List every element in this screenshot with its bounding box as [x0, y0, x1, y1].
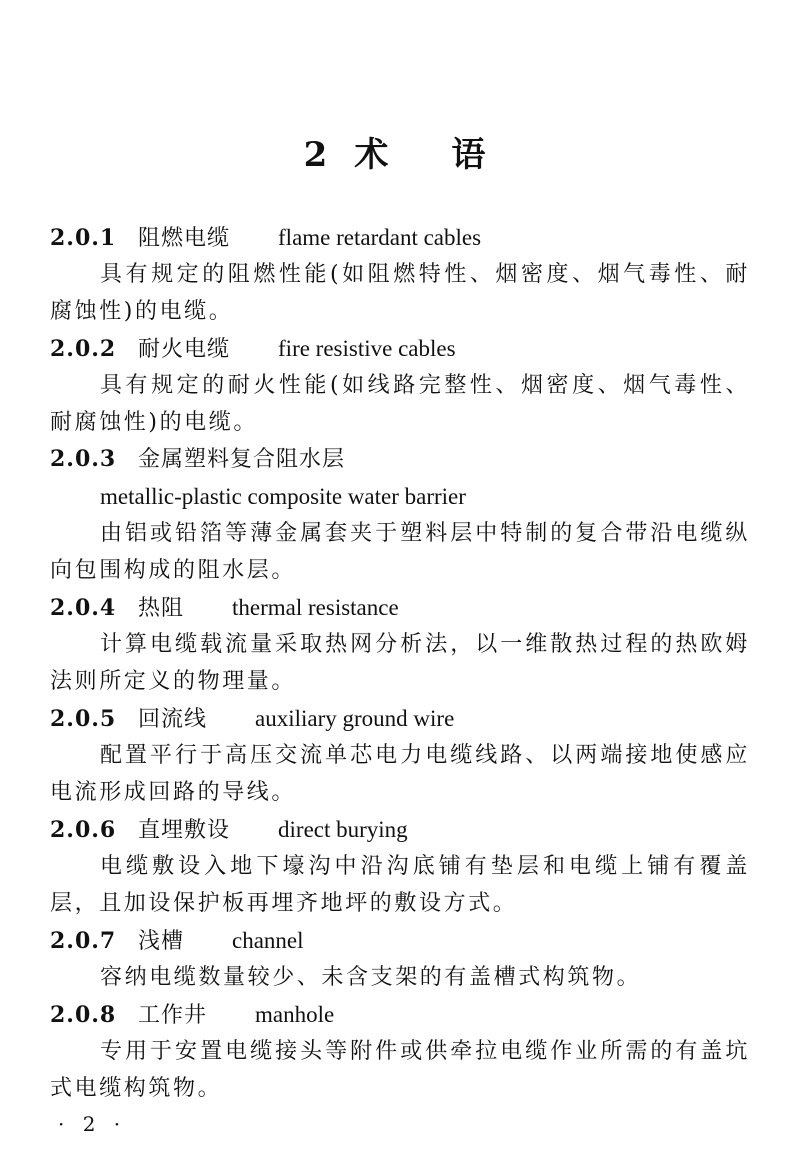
page-number: · 2 · — [58, 1112, 127, 1136]
term-number: 2.0.7 — [50, 928, 117, 954]
term-chinese-name: 金属塑料复合阻水层 — [138, 447, 346, 472]
term-english-name: channel — [232, 928, 304, 953]
term-number: 2.0.8 — [50, 1002, 117, 1028]
term-heading — [50, 811, 750, 848]
term-heading — [50, 922, 750, 959]
term-entry — [50, 589, 750, 700]
term-entry — [50, 922, 750, 996]
term-chinese-name: 阻燃电缆 — [138, 226, 231, 251]
term-english-name: fire resistive cables — [278, 336, 456, 361]
term-chinese-name: 耐火电缆 — [138, 337, 231, 362]
chapter-number: 2 — [303, 134, 329, 175]
term-english-name: thermal resistance — [232, 595, 399, 620]
term-english-name: flame retardant cables — [278, 225, 482, 250]
term-definition: 由铝或铅箔等薄金属套夹于塑料层中特制的复合带沿电缆纵向包围构成的阻水层。 — [50, 521, 750, 583]
term-heading — [50, 441, 750, 515]
term-number: 2.0.6 — [50, 817, 117, 843]
term-chinese-name: 直埋敷设 — [138, 818, 231, 843]
term-definition: 配置平行于高压交流单芯电力电缆线路、以两端接地使感应电流形成回路的导线。 — [50, 743, 750, 805]
term-number: 2.0.3 — [50, 446, 117, 472]
term-list — [50, 219, 750, 1107]
term-chinese-name: 热阻 — [138, 596, 185, 621]
term-number: 2.0.2 — [50, 336, 117, 362]
term-chinese-name: 工作井 — [138, 1003, 208, 1028]
term-heading — [50, 996, 750, 1033]
term-chinese-name: 回流线 — [138, 707, 208, 732]
term-entry — [50, 811, 750, 922]
term-heading — [50, 700, 750, 737]
term-chinese-name: 浅槽 — [138, 929, 185, 954]
term-definition: 具有规定的阻燃性能(如阻燃特性、烟密度、烟气毒性、耐腐蚀性)的电缆。 — [50, 262, 750, 324]
term-number: 2.0.5 — [50, 706, 117, 732]
term-english-name: auxiliary ground wire — [255, 706, 455, 731]
term-heading — [50, 219, 750, 256]
chapter-title-part2: 语 — [451, 134, 487, 175]
term-english-name: direct burying — [278, 817, 408, 842]
term-definition: 电缆敷设入地下壕沟中沿沟底铺有垫层和电缆上铺有覆盖层，且加设保护板再埋齐地坪的敷设方式。 — [50, 854, 750, 916]
term-number: 2.0.4 — [50, 595, 117, 621]
term-number: 2.0.1 — [50, 225, 117, 251]
term-definition: 容纳电缆数量较少、未含支架的有盖槽式构筑物。 — [100, 965, 642, 990]
term-heading — [50, 330, 750, 367]
term-entry — [50, 441, 750, 589]
term-definition: 计算电缆载流量采取热网分析法，以一维散热过程的热欧姆法则所定义的物理量。 — [50, 632, 750, 694]
term-definition: 具有规定的耐火性能(如线路完整性、烟密度、烟气毒性、耐腐蚀性)的电缆。 — [50, 373, 750, 435]
chapter-title — [0, 127, 790, 176]
term-english-name: metallic-plastic composite water barrier — [100, 484, 466, 509]
term-english-name: manhole — [255, 1002, 335, 1027]
term-entry — [50, 219, 750, 330]
chapter-title-part1: 术 — [354, 134, 390, 175]
term-entry — [50, 330, 750, 441]
term-definition: 专用于安置电缆接头等附件或供牵拉电缆作业所需的有盖坑式电缆构筑物。 — [50, 1039, 750, 1101]
term-entry — [50, 700, 750, 811]
term-heading — [50, 589, 750, 626]
term-entry — [50, 996, 750, 1107]
